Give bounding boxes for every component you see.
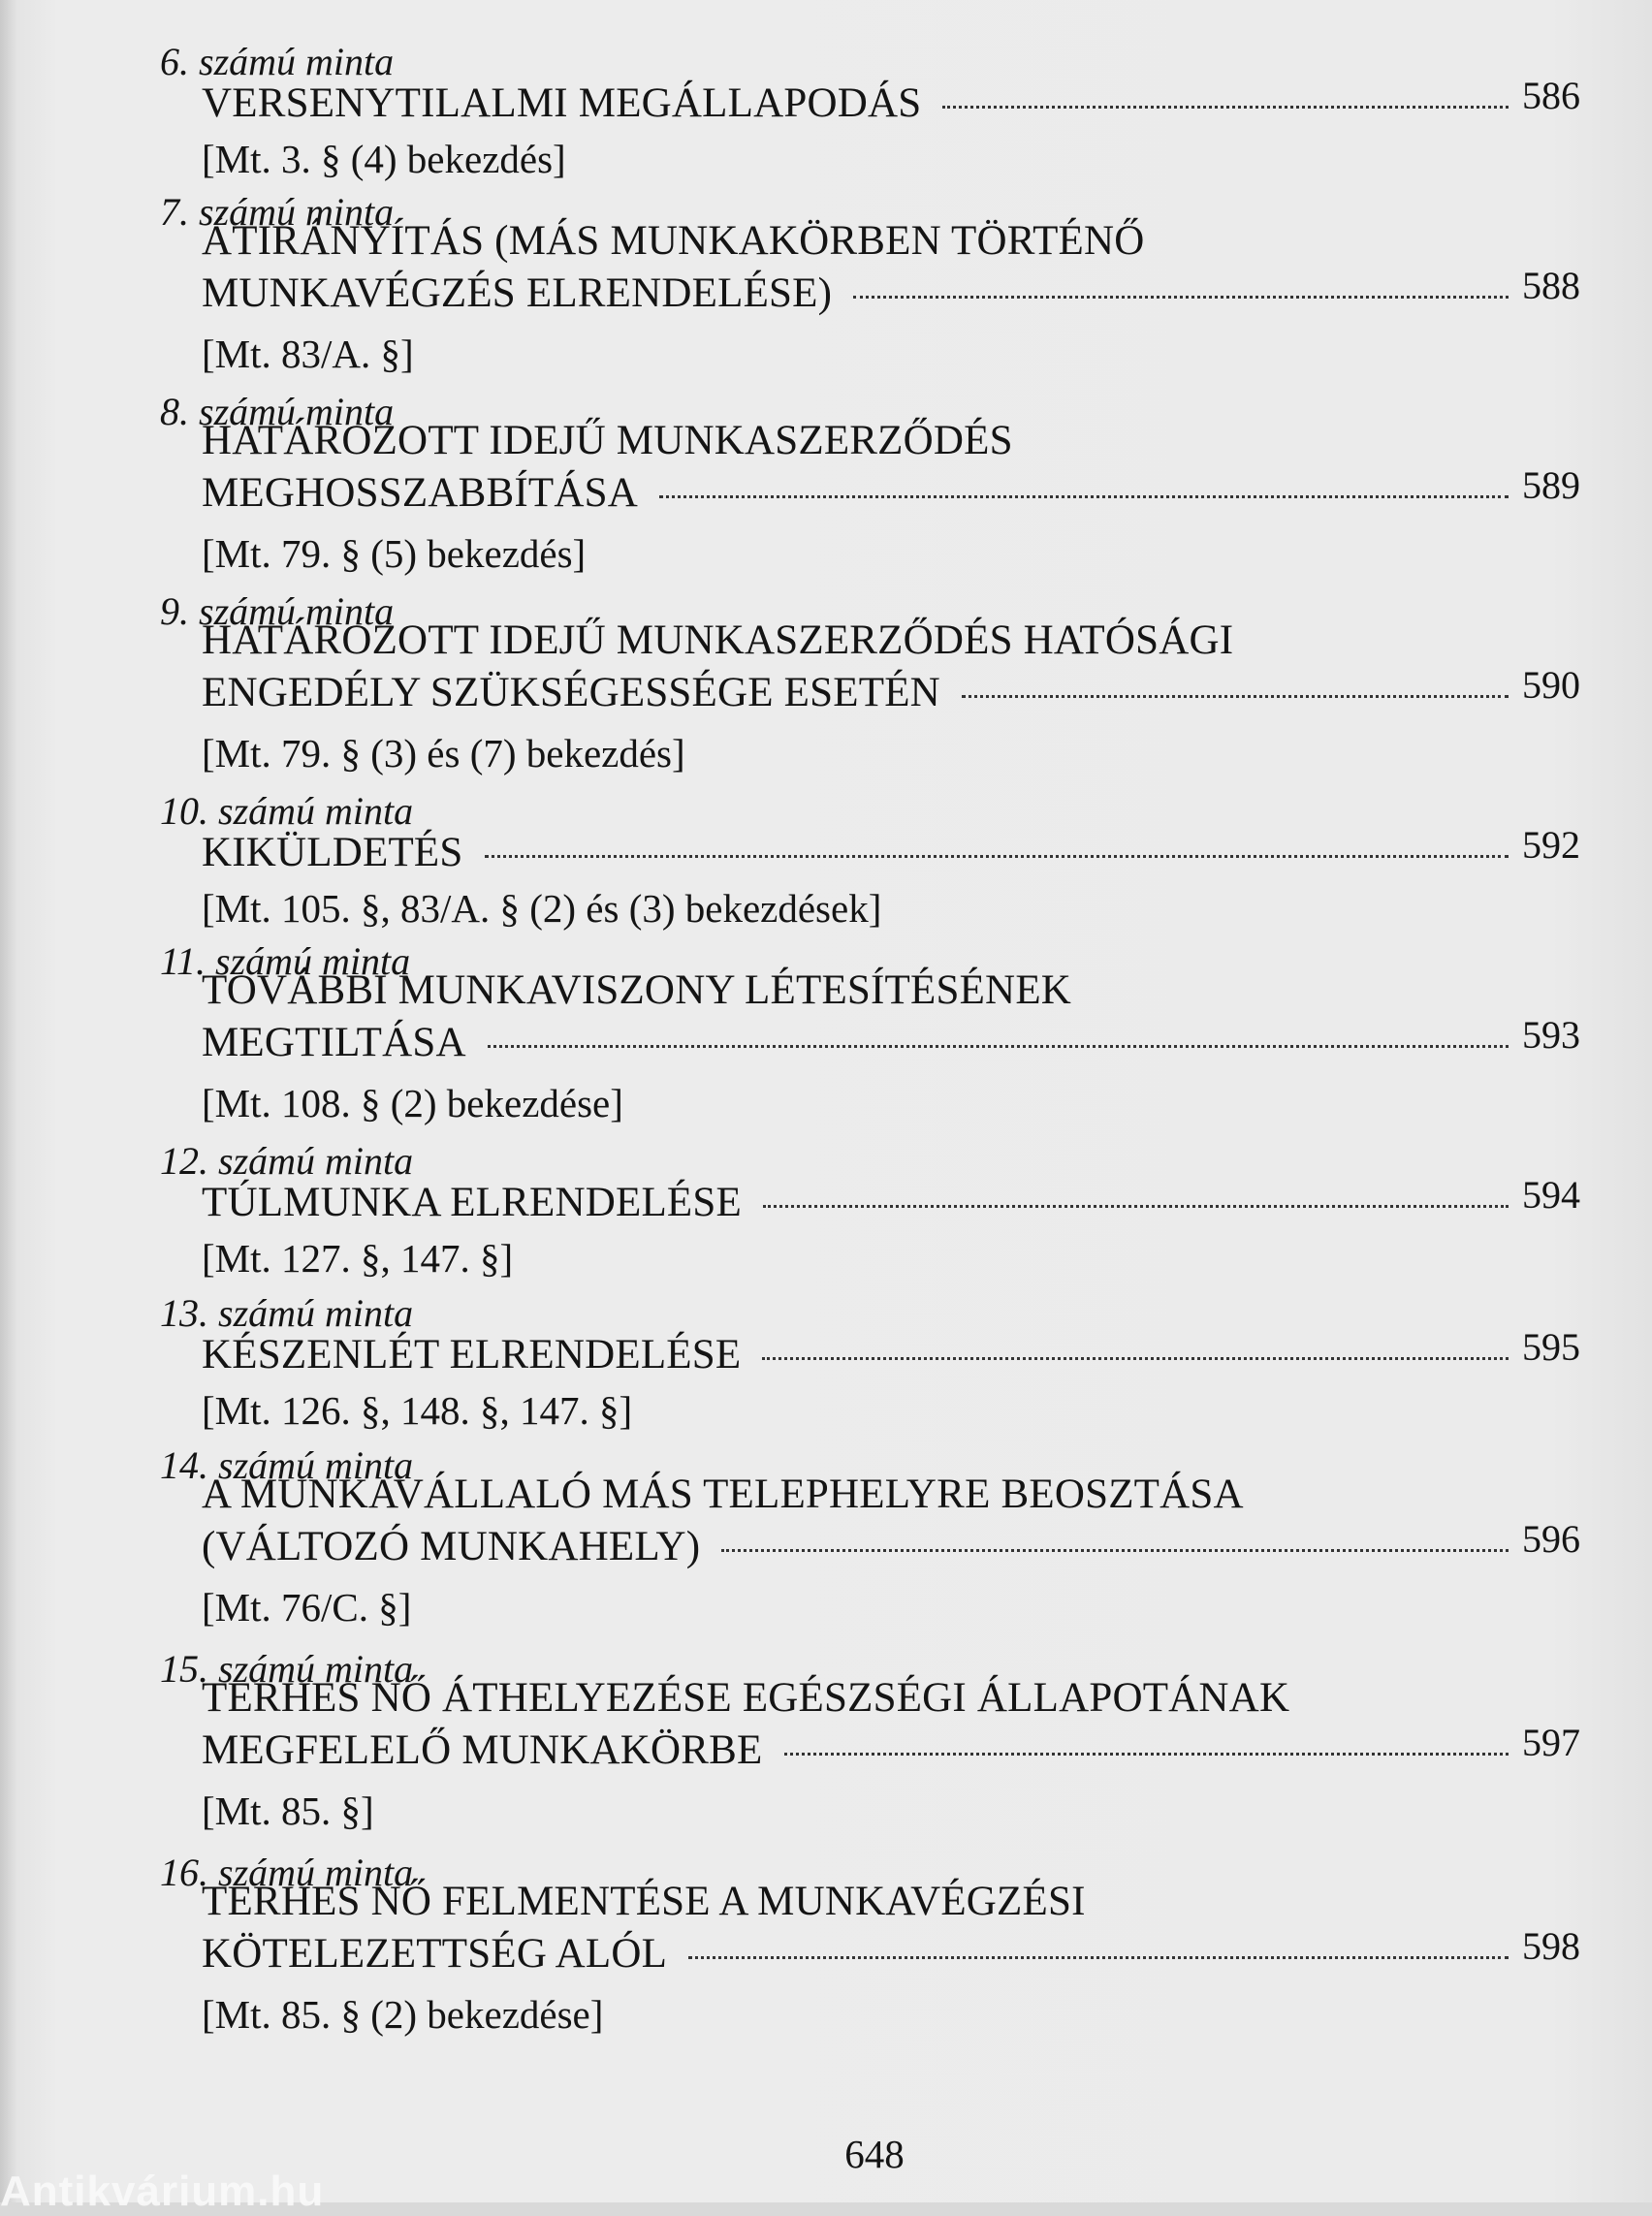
entry-page-number: 586 bbox=[1522, 74, 1580, 117]
entry-number: 10. számú minta bbox=[160, 789, 414, 833]
page-number: 648 bbox=[844, 2132, 905, 2176]
entry-page-number: 598 bbox=[1522, 1924, 1580, 1968]
entry-title: VERSENYTILALMI MEGÁLLAPODÁS bbox=[202, 80, 922, 126]
entry-number: 6. számú minta bbox=[160, 40, 395, 83]
entry-reference: [Mt. 3. § (4) bekezdés] bbox=[202, 137, 566, 181]
entry-page-number: 595 bbox=[1522, 1325, 1580, 1369]
dot-leader bbox=[721, 1549, 1509, 1552]
dot-leader bbox=[962, 695, 1509, 698]
entry-reference: [Mt. 126. §, 148. §, 147. §] bbox=[202, 1388, 633, 1433]
entry-page-number: 588 bbox=[1522, 264, 1580, 307]
entry-number: 12. számú minta bbox=[160, 1139, 414, 1183]
entry-title: MEGFELELŐ MUNKAKÖRBE bbox=[202, 1727, 763, 1773]
entry-title: MEGHOSSZABBÍTÁSA bbox=[202, 470, 638, 516]
entry-title-row[interactable] bbox=[202, 1924, 1580, 1979]
entry-title-row[interactable] bbox=[202, 823, 1580, 877]
entry-title-row[interactable] bbox=[202, 1173, 1580, 1227]
entry-title: KÉSZENLÉT ELRENDELÉSE bbox=[202, 1332, 742, 1377]
entry-title-row[interactable] bbox=[202, 264, 1580, 318]
dot-leader bbox=[688, 1956, 1509, 1959]
entry-number: 15. számú minta bbox=[160, 1647, 414, 1691]
entry-title-row[interactable] bbox=[202, 1325, 1580, 1379]
entry-number: 11. számú minta bbox=[160, 939, 411, 983]
entry-page-number: 594 bbox=[1522, 1173, 1580, 1217]
entry-title: ENGEDÉLY SZÜKSÉGESSÉGE ESETÉN bbox=[202, 670, 940, 715]
entry-number: 9. számú minta bbox=[160, 589, 395, 633]
entry-title: MUNKAVÉGZÉS ELRENDELÉSE) bbox=[202, 270, 833, 316]
entry-title: (VÁLTOZÓ MUNKAHELY) bbox=[202, 1524, 701, 1569]
entry-title: KÖTELEZETTSÉG ALÓL bbox=[202, 1931, 668, 1977]
dot-leader bbox=[485, 855, 1509, 858]
entry-title-row[interactable] bbox=[202, 74, 1580, 128]
entry-page-number: 592 bbox=[1522, 823, 1580, 867]
entry-reference: [Mt. 85. § (2) bekezdése] bbox=[202, 1992, 604, 2037]
entry-number: 14. számú minta bbox=[160, 1443, 414, 1487]
entry-title-row[interactable] bbox=[202, 1517, 1580, 1571]
entry-title-row[interactable] bbox=[202, 1721, 1580, 1775]
entry-title: TERHES NŐ ÁTHELYEZÉSE EGÉSZSÉGI ÁLLAPOTÁNAK bbox=[202, 1675, 1290, 1721]
entry-reference: [Mt. 79. § (5) bekezdés] bbox=[202, 531, 587, 576]
dot-leader bbox=[853, 296, 1509, 299]
dot-leader bbox=[488, 1045, 1509, 1048]
entry-title-row[interactable] bbox=[202, 1013, 1580, 1067]
entry-page-number: 589 bbox=[1522, 463, 1580, 507]
entry-page-number: 596 bbox=[1522, 1517, 1580, 1561]
entry-page-number: 590 bbox=[1522, 663, 1580, 707]
entry-title: A MUNKAVÁLLALÓ MÁS TELEPHELYRE BEOSZTÁSA bbox=[202, 1472, 1244, 1517]
entry-title: TOVÁBBI MUNKAVISZONY LÉTESÍTÉSÉNEK bbox=[202, 967, 1072, 1013]
dot-leader bbox=[942, 106, 1509, 109]
entry-number: 8. számú minta bbox=[160, 390, 395, 433]
dot-leader bbox=[763, 1205, 1509, 1208]
entry-number: 16. számú minta bbox=[160, 1851, 414, 1894]
watermark: Antikvárium.hu bbox=[0, 2168, 325, 2215]
entry-title: KIKÜLDETÉS bbox=[202, 830, 463, 875]
entry-title: MEGTILTÁSA bbox=[202, 1020, 466, 1065]
entry-reference: [Mt. 76/C. §] bbox=[202, 1585, 412, 1630]
entry-title: TÚLMUNKA ELRENDELÉSE bbox=[202, 1180, 742, 1225]
entry-page-number: 593 bbox=[1522, 1013, 1580, 1057]
dot-leader bbox=[762, 1357, 1509, 1360]
entry-reference: [Mt. 83/A. §] bbox=[202, 332, 414, 376]
entry-reference: [Mt. 127. §, 147. §] bbox=[202, 1236, 514, 1281]
dot-leader bbox=[659, 495, 1509, 498]
entry-reference: [Mt. 105. §, 83/A. § (2) és (3) bekezdések] bbox=[202, 886, 882, 931]
entry-title: HATÁROZOTT IDEJŰ MUNKASZERZŐDÉS bbox=[202, 418, 1013, 463]
dot-leader bbox=[784, 1753, 1509, 1756]
entry-title: TERHES NŐ FELMENTÉSE A MUNKAVÉGZÉSI bbox=[202, 1879, 1086, 1924]
entry-title: HATÁROZOTT IDEJŰ MUNKASZERZŐDÉS HATÓSÁGI bbox=[202, 617, 1234, 663]
entry-reference: [Mt. 85. §] bbox=[202, 1789, 374, 1833]
entry-reference: [Mt. 108. § (2) bekezdése] bbox=[202, 1081, 623, 1125]
entry-number: 7. számú minta bbox=[160, 190, 395, 234]
entry-title-row[interactable] bbox=[202, 463, 1580, 518]
entry-reference: [Mt. 79. § (3) és (7) bekezdés] bbox=[202, 731, 685, 776]
entry-title: ÁTIRÁNYÍTÁS (MÁS MUNKAKÖRBEN TÖRTÉNŐ bbox=[202, 218, 1145, 264]
entry-title-row[interactable] bbox=[202, 663, 1580, 717]
entry-number: 13. számú minta bbox=[160, 1291, 414, 1335]
entry-page-number: 597 bbox=[1522, 1721, 1580, 1764]
